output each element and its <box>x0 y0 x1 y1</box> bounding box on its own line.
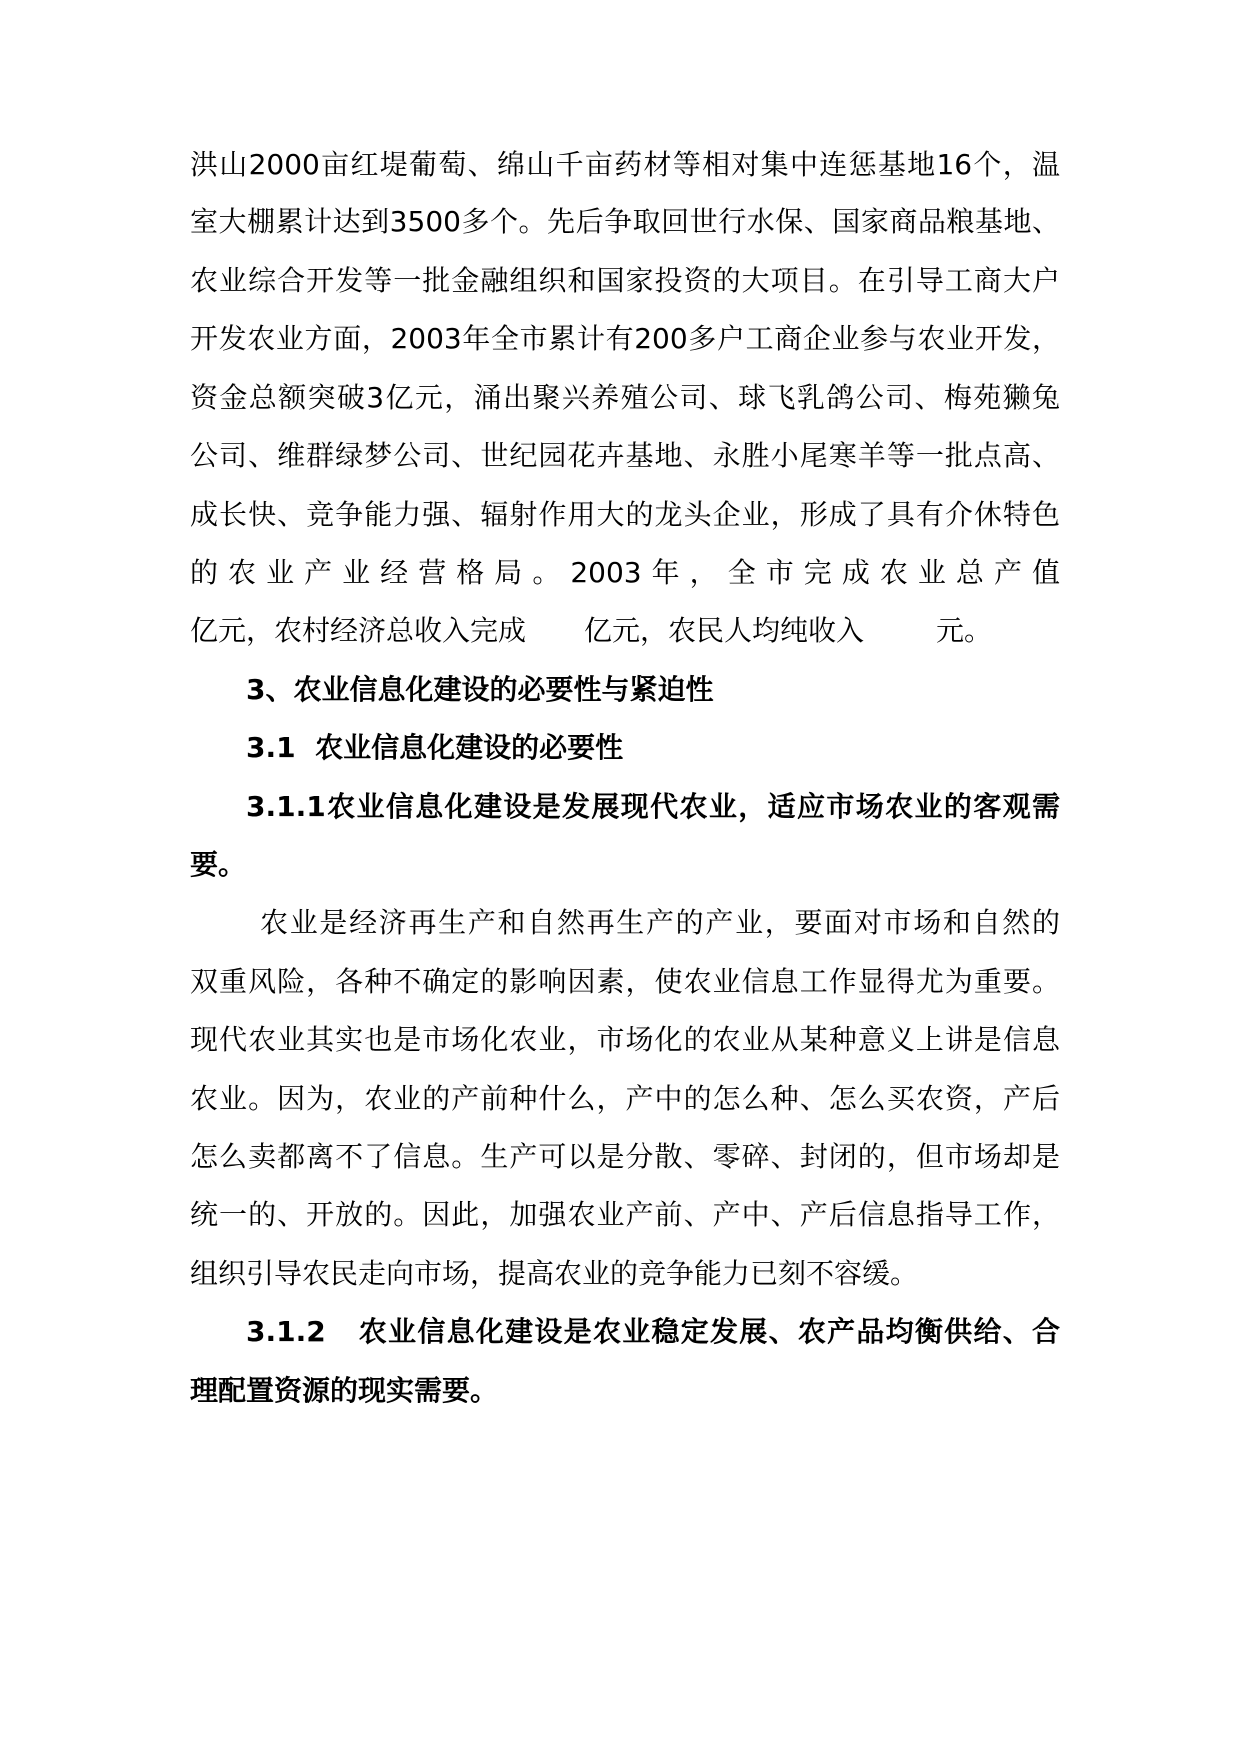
paragraph-line: 开发农业方面，2003年全市累计有200多户工商企业参与农业开发， <box>190 322 1060 355</box>
paragraph-line: 洪山2000亩红堤葡萄、绵山千亩药材等相对集中连惩基地16个，温 <box>190 148 1060 181</box>
subsubsection-heading: 理配置资源的现实需要。 <box>190 1374 499 1407</box>
paragraph-line: 双重风险，各种不确定的影响因素，使农业信息工作显得尤为重要。 <box>190 965 1060 998</box>
paragraph-line <box>190 611 1060 651</box>
paragraph-line: 怎么卖都离不了信息。生产可以是分散、零碎、封闭的，但市场却是 <box>190 1140 1060 1173</box>
paragraph-line: 组织引导农民走向市场，提高农业的竞争能力已刻不容缓。 <box>190 1257 919 1290</box>
subsubsection-heading: 要。 <box>190 848 247 881</box>
paragraph-line: 现代农业其实也是市场化农业，市场化的农业从某种意义上讲是信息 <box>190 1023 1060 1056</box>
paragraph-line: 农业是经济再生产和自然再生产的产业，要面对市场和自然的 <box>260 906 1060 939</box>
paragraph-line: 成长快、竞争能力强、辐射作用大的龙头企业，形成了具有介休特色 <box>190 498 1060 531</box>
paragraph-line: 资金总额突破3亿元，涌出聚兴养殖公司、球飞乳鸽公司、梅苑獭兔 <box>190 381 1060 414</box>
line-segment: 亿元，农村经济总收入完成 <box>190 614 527 647</box>
line-segment: 亿元，农民人均纯收入 <box>584 614 865 647</box>
paragraph-line: 统一的、开放的。因此，加强农业产前、产中、产后信息指导工作， <box>190 1198 1060 1231</box>
paragraph-line: 农业综合开发等一批金融组织和国家投资的大项目。在引导工商大户 <box>190 264 1060 297</box>
paragraph-line: 的农业产业经营格局。2003年，全市完成农业总产值 <box>190 556 1060 589</box>
paragraph-line: 农业。因为，农业的产前种什么，产中的怎么种、怎么买农资，产后 <box>190 1082 1060 1115</box>
section-heading: 3、农业信息化建设的必要性与紧迫性 <box>246 673 714 706</box>
subsubsection-heading: 3.1.1农业信息化建设是发展现代农业，适应市场农业的客观需 <box>246 790 1060 823</box>
subsubsection-heading: 3.1.2 农业信息化建设是农业稳定发展、农产品均衡供给、合 <box>246 1315 1060 1348</box>
subsection-heading: 3.1 农业信息化建设的必要性 <box>246 731 624 764</box>
line-segment: 元。 <box>936 614 993 647</box>
paragraph-line: 室大棚累计达到3500多个。先后争取回世行水保、国家商品粮基地、 <box>190 205 1060 238</box>
paragraph-line: 公司、维群绿梦公司、世纪园花卉基地、永胜小尾寒羊等一批点高、 <box>190 439 1060 472</box>
